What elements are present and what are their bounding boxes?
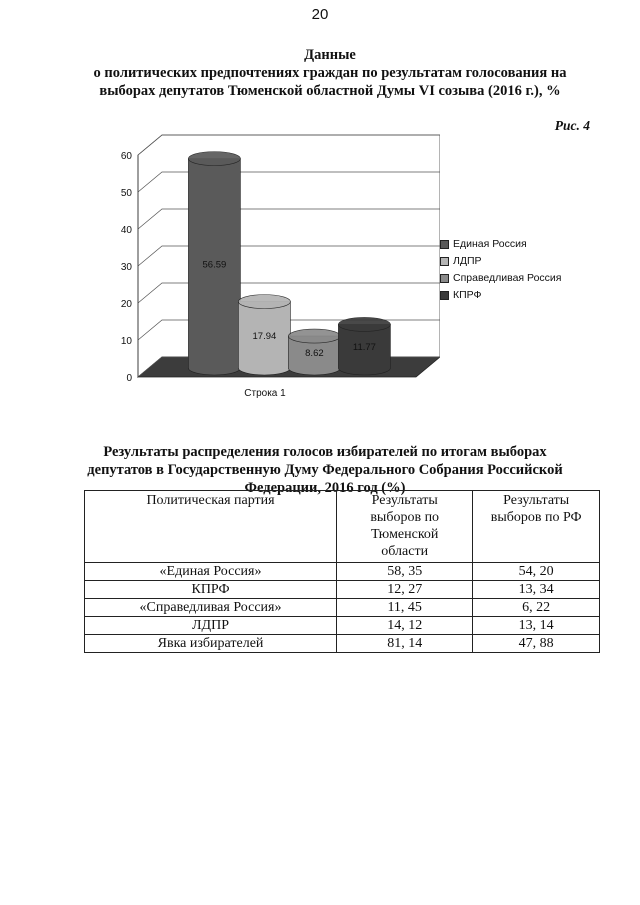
legend-item bbox=[440, 236, 561, 253]
cell-rf: 54, 20 bbox=[473, 563, 600, 581]
bar-top bbox=[188, 152, 240, 166]
chart-title bbox=[60, 46, 600, 100]
header-region bbox=[337, 491, 473, 563]
legend-item bbox=[440, 270, 561, 287]
bar-top bbox=[288, 329, 340, 343]
legend-swatch bbox=[440, 257, 449, 266]
cell-rf: 13, 14 bbox=[473, 617, 600, 635]
table-title-line-2: депутатов в Государственную Думу Федерального Собрания Российской bbox=[87, 462, 563, 478]
cell-region: 12, 27 bbox=[337, 581, 473, 599]
chart-title-line-2: о политических предпочтениях граждан по результатам голосования на bbox=[93, 65, 567, 81]
header-rf bbox=[473, 491, 600, 563]
cell-rf: 13, 34 bbox=[473, 581, 600, 599]
y-tick-label: 50 bbox=[120, 188, 132, 199]
data-label: 8.62 bbox=[305, 348, 324, 360]
figure-label: Рис. 4 bbox=[554, 118, 590, 133]
results-table bbox=[84, 490, 600, 653]
data-label: 17.94 bbox=[252, 330, 277, 342]
cell-region: 58, 35 bbox=[337, 563, 473, 581]
cell-party: Явка избирателей bbox=[85, 635, 337, 653]
table-header-row bbox=[85, 491, 600, 563]
cell-rf: 6, 22 bbox=[473, 599, 600, 617]
data-label: 56.59 bbox=[202, 259, 227, 271]
header-region-line: Тюменской bbox=[370, 527, 439, 542]
chart-legend bbox=[440, 236, 561, 304]
data-label: 11.77 bbox=[352, 342, 376, 354]
x-category-label: Строка 1 bbox=[244, 388, 286, 399]
legend-swatch bbox=[440, 240, 449, 249]
legend-swatch bbox=[440, 274, 449, 283]
cell-region: 14, 12 bbox=[337, 617, 473, 635]
cell-rf: 47, 88 bbox=[473, 635, 600, 653]
legend-item bbox=[440, 253, 561, 270]
legend-item bbox=[440, 287, 561, 304]
y-tick-label: 20 bbox=[120, 299, 132, 310]
header-region-line: Результаты bbox=[371, 493, 438, 508]
table-row bbox=[85, 599, 600, 617]
chart-title-line-3: выборах депутатов Тюменской областной Думы VI созыва (2016 г.), % bbox=[99, 83, 561, 99]
y-tick-label: 40 bbox=[120, 225, 132, 236]
legend-label: Единая Россия bbox=[453, 238, 527, 250]
y-tick-label: 30 bbox=[120, 262, 132, 273]
page-number: 20 bbox=[311, 6, 329, 23]
header-region-line: выборов по bbox=[370, 510, 440, 525]
bar-top bbox=[338, 317, 390, 331]
cell-party: «Справедливая Россия» bbox=[85, 599, 337, 617]
bar-top bbox=[238, 295, 290, 309]
legend-label: ЛДПР bbox=[453, 255, 482, 267]
header-rf-line: выборов по РФ bbox=[490, 510, 582, 525]
cell-party: ЛДПР bbox=[85, 617, 337, 635]
cell-region: 81, 14 bbox=[337, 635, 473, 653]
header-party-line: Политическая партия bbox=[146, 493, 275, 508]
table-row bbox=[85, 635, 600, 653]
y-tick-label: 0 bbox=[126, 373, 132, 384]
y-tick-label: 10 bbox=[120, 336, 132, 347]
table-title-line-3: Федерации, 2016 год (%) bbox=[244, 480, 406, 496]
cell-region: 11, 45 bbox=[337, 599, 473, 617]
table-row bbox=[85, 581, 600, 599]
cell-party: «Единая Россия» bbox=[85, 563, 337, 581]
table-row bbox=[85, 563, 600, 581]
bar-chart-3d bbox=[110, 130, 440, 402]
legend-label: КПРФ bbox=[453, 289, 482, 301]
header-rf-line: Результаты bbox=[503, 493, 570, 508]
cell-party: КПРФ bbox=[85, 581, 337, 599]
legend-label: Справедливая Россия bbox=[453, 272, 562, 284]
table-row bbox=[85, 617, 600, 635]
header-region-line: области bbox=[381, 544, 429, 559]
legend-swatch bbox=[440, 291, 449, 300]
y-tick-label: 60 bbox=[120, 151, 132, 162]
table-title-line-1: Результаты распределения голосов избирателей по итогам выборах bbox=[103, 444, 547, 460]
header-party bbox=[85, 491, 337, 563]
chart-title-line-1: Данные bbox=[304, 47, 356, 63]
table-title bbox=[80, 443, 570, 497]
